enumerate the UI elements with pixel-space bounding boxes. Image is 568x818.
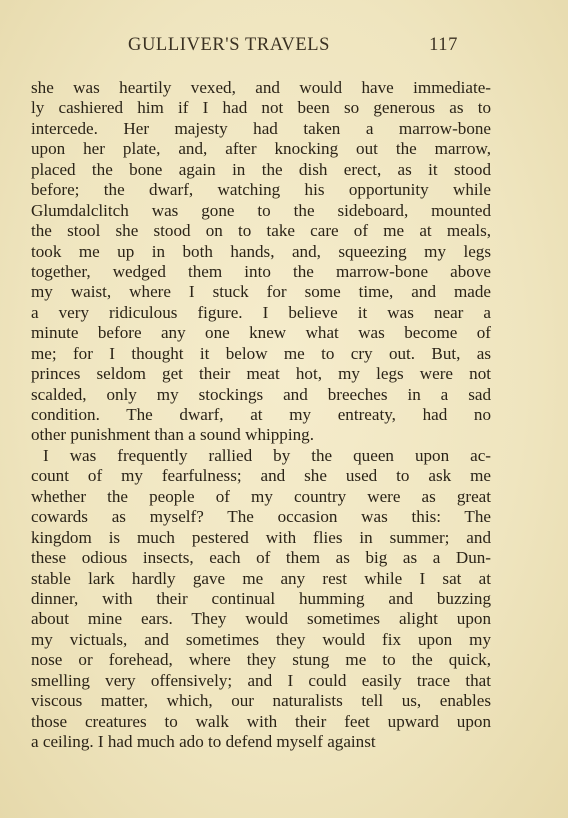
text-line: Glumdalclitch was gone to the sideboard, mounted xyxy=(31,200,491,220)
text-line: me; for I thought it below me to cry out. But, as xyxy=(31,343,491,363)
text-line: whether the people of my country were as great xyxy=(31,486,491,506)
text-line: my waist, where I stuck for some time, and made xyxy=(31,282,491,302)
text-line: placed the bone again in the dish erect, as it stood xyxy=(31,159,491,179)
text-line: intercede. Her majesty had taken a marrow-bone xyxy=(31,118,491,138)
text-line: smelling very offensively; and I could easily trace that xyxy=(31,670,491,690)
text-line: scalded, only my stockings and breeches in a sad xyxy=(31,384,491,404)
text-line: stable lark hardly gave me any rest while I sat at xyxy=(31,568,491,588)
text-line: minute before any one knew what was become of xyxy=(31,323,491,343)
text-line: these odious insects, each of them as big as a Dun- xyxy=(31,548,491,568)
text-line: before; the dwarf, watching his opportunity while xyxy=(31,180,491,200)
text-line: my victuals, and sometimes they would fix upon my xyxy=(31,629,491,649)
text-line: I was frequently rallied by the queen upon ac- xyxy=(43,445,491,465)
body-text xyxy=(31,78,491,752)
text-line: she was heartily vexed, and would have immediate- xyxy=(31,78,491,97)
text-line: the stool she stood on to take care of me at meals, xyxy=(31,221,491,241)
text-line: ly cashiered him if I had not been so generous as to xyxy=(31,98,491,118)
text-line: about mine ears. They would sometimes alight upon xyxy=(31,609,491,629)
text-line: nose or forehead, where they stung me to the quick, xyxy=(31,650,491,670)
text-line: those creatures to walk with their feet upward upon xyxy=(31,711,491,731)
text-line: upon her plate, and, after knocking out the marrow, xyxy=(31,139,491,159)
text-line: a very ridiculous figure. I believe it was near a xyxy=(31,302,491,322)
text-line: a ceiling. I had much ado to defend myself against xyxy=(31,732,376,751)
text-line: cowards as myself? The occasion was this: The xyxy=(31,507,491,527)
text-line: together, wedged them into the marrow-bone above xyxy=(31,261,491,281)
running-head xyxy=(128,35,458,57)
text-line: condition. The dwarf, at my entreaty, had no xyxy=(31,405,491,424)
text-line: dinner, with their continual humming and buzzing xyxy=(31,588,491,608)
text-line: other punishment than a sound whipping. xyxy=(31,425,314,445)
text-line: princes seldom get their meat hot, my legs were not xyxy=(31,364,491,384)
running-title: GULLIVER'S TRAVELS xyxy=(128,35,331,55)
text-line: kingdom is much pestered with flies in summer; and xyxy=(31,527,491,547)
text-line: took me up in both hands, and, squeezing my legs xyxy=(31,241,491,261)
page-number: 117 xyxy=(429,35,458,55)
text-line: count of my fearfulness; and she used to ask me xyxy=(31,466,491,486)
text-line: viscous matter, which, our naturalists tell us, enables xyxy=(31,691,491,711)
